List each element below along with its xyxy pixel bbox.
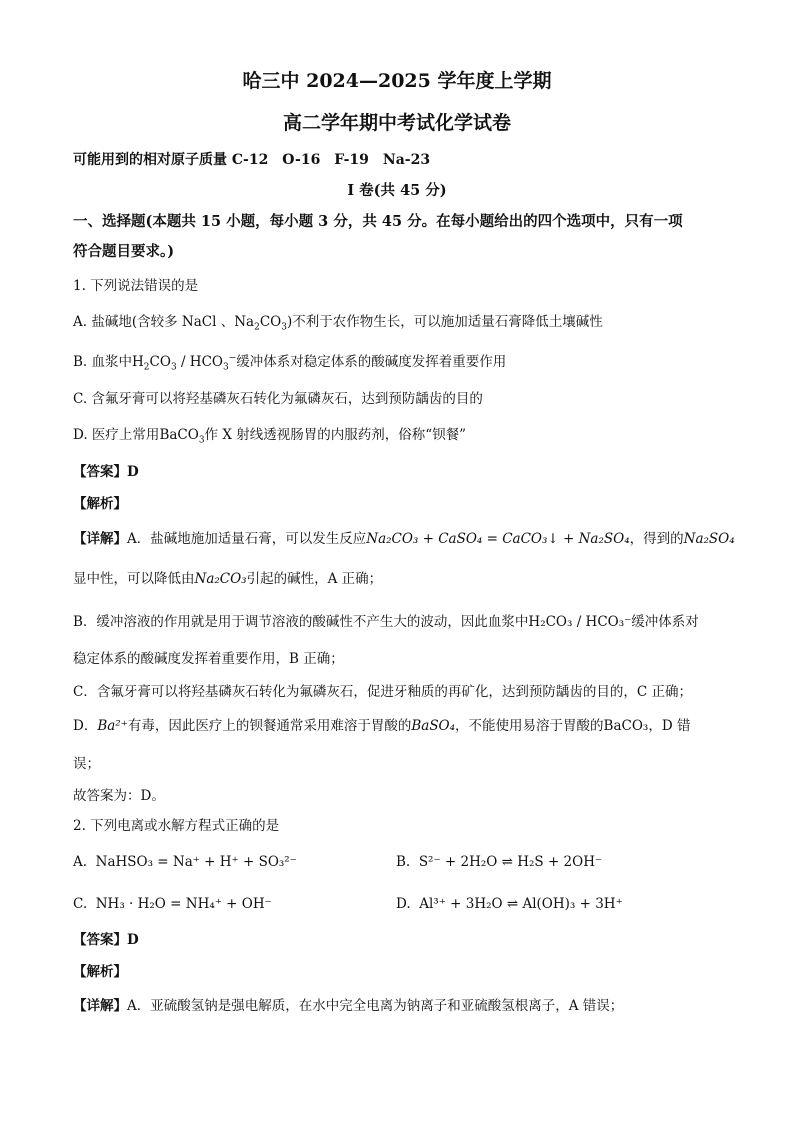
- detail-b-text: B．缓冲溶液的作用就是用于调节溶液的酸碱性不产生大的波动，因此血浆中: [73, 614, 529, 630]
- subscript: 3: [170, 362, 177, 373]
- subscript: 3: [222, 362, 229, 373]
- option-label: A.: [73, 854, 88, 870]
- equation-b: S²⁻ + 2H₂O ⇌ H₂S + 2OH⁻: [418, 854, 603, 870]
- subscript: 3: [198, 435, 205, 446]
- question-2-option-d: [396, 894, 623, 914]
- question-2-option-c: [73, 894, 272, 914]
- equation-d: Al³⁺ + 3H₂O ⇌ Al(OH)₃ + 3H⁺: [419, 896, 623, 912]
- formula-na2co3: Na₂CO₃: [194, 571, 247, 587]
- section-title: 一、选择题(本题共 15 小题，每小题 3 分，共 45 分。在每小题给出的四个选项中，只有一项: [73, 213, 683, 230]
- formula-na: Na: [234, 314, 255, 330]
- question-2-option-a: [73, 852, 297, 872]
- option-label: C.: [73, 896, 88, 912]
- question-1-option-b: [73, 352, 506, 372]
- option-a-text: A. 盐碱地(含较多 NaCl 、: [73, 314, 235, 330]
- equation-c: NH₃ · H₂O = NH₄⁺ + OH⁻: [95, 896, 272, 912]
- question-1-option-a: [73, 312, 603, 332]
- detail-d-mid2: ，不能使用易溶于胃酸的: [455, 718, 604, 734]
- superscript: −: [228, 353, 237, 364]
- detail-a2-text: 显中性，可以降低由: [73, 571, 195, 587]
- formula-baco3: BaCO₃: [603, 718, 649, 734]
- formula-baco: BaCO: [159, 427, 199, 443]
- subscript: 3: [281, 322, 287, 333]
- detail-d-mid: 有毒，因此医疗上的钡餐通常采用难溶于胃酸的: [127, 718, 412, 734]
- question-2-answer: 【答案】D: [73, 932, 139, 948]
- formula-h: H: [132, 354, 144, 370]
- question-2-option-b: [396, 852, 602, 872]
- subscript: 2: [254, 322, 260, 333]
- question-1-detail-a: [73, 529, 735, 549]
- question-2-stem: 2. 下列电离或水解方程式正确的是: [73, 818, 280, 834]
- question-1-option-c: C. 含氟牙膏可以将羟基磷灰石转化为氟磷灰石，达到预防龋齿的目的: [73, 391, 483, 407]
- question-2-detail-a: [73, 996, 623, 1016]
- question-2-analysis-label: 【解析】: [73, 964, 127, 980]
- option-d-text: D. 医疗上常用: [73, 427, 160, 443]
- formula-na2so4: Na₂SO₄: [683, 531, 735, 547]
- ion-ba: Ba²⁺: [97, 718, 128, 734]
- detail-d-text: D．: [73, 718, 98, 734]
- question-1-conclusion: 故答案为：D。: [73, 788, 165, 804]
- formula-co: CO: [259, 314, 282, 330]
- option-d-text-end: 作 X 射线透视肠胃的内服药剂，俗称“钡餐”: [204, 427, 467, 443]
- option-b-text: B. 血浆中: [73, 354, 133, 370]
- detail-a-mid: ，得到的: [629, 531, 684, 547]
- section-title-cont: 符合题目要求。): [73, 243, 175, 260]
- formula-hco: / HCO: [176, 354, 223, 370]
- detail-tag: 【详解】: [73, 531, 127, 547]
- reaction-equation: Na₂CO₃ + CaSO₄ = CaCO₃↓ + Na₂SO₄: [366, 531, 630, 547]
- question-1-detail-d: [73, 716, 690, 736]
- formula-co: CO: [149, 354, 171, 370]
- option-a-text-end: )不利于农作物生长，可以施加适量石膏降低土壤碱性: [286, 314, 603, 330]
- question-1-detail-a-cont: [73, 569, 382, 589]
- detail-tag: 【详解】: [73, 998, 127, 1014]
- option-label: D.: [396, 896, 411, 912]
- detail-a-text: A．盐碱地施加适量石膏，可以发生反应: [127, 531, 367, 547]
- atomic-mass-line: 可能用到的相对原子质量 C-12 O-16 F-19 Na-23: [73, 152, 431, 168]
- question-1-answer: 【答案】D: [73, 464, 139, 480]
- detail-b-end: 缓冲体系对: [631, 614, 699, 630]
- equation-a: NaHSO₃ = Na⁺ + H⁺ + SO₃²⁻: [95, 854, 297, 870]
- question-1-detail-d-cont: 误；: [73, 756, 100, 772]
- question-1-analysis-label: 【解析】: [73, 496, 127, 512]
- volume-heading: I 卷(共 45 分): [347, 182, 447, 199]
- question-1-detail-b: [73, 612, 699, 632]
- detail-a-text: A．亚硫酸氢钠是强电解质，在水中完全电离为钠离子和亚硫酸氢根离子，A 错误；: [127, 998, 624, 1014]
- question-1-stem: 1. 下列说法错误的是: [73, 278, 199, 294]
- question-1-detail-c: C．含氟牙膏可以将羟基磷灰石转化为氟磷灰石，促进牙釉质的再矿化，达到预防龋齿的目的，C 正确；: [73, 684, 692, 700]
- option-label: B.: [396, 854, 411, 870]
- detail-a2-end: 引起的碱性，A 正确；: [246, 571, 383, 587]
- formula-baso4: BaSO₄: [411, 718, 456, 734]
- exam-title-school: 哈三中 2024—2025 学年度上学期: [242, 70, 552, 92]
- subscript: 2: [143, 362, 150, 373]
- option-b-text-end: 缓冲体系对稳定体系的酸碱度发挥着重要作用: [236, 354, 507, 370]
- question-1-option-d: [73, 425, 466, 445]
- question-1-detail-b-cont: 稳定体系的酸碱度发挥着重要作用，B 正确；: [73, 651, 344, 667]
- detail-d-end: ，D 错: [648, 718, 691, 734]
- formula-buffer: H₂CO₃ / HCO₃⁻: [528, 614, 632, 630]
- exam-title-subject: 高二学年期中考试化学试卷: [282, 112, 511, 134]
